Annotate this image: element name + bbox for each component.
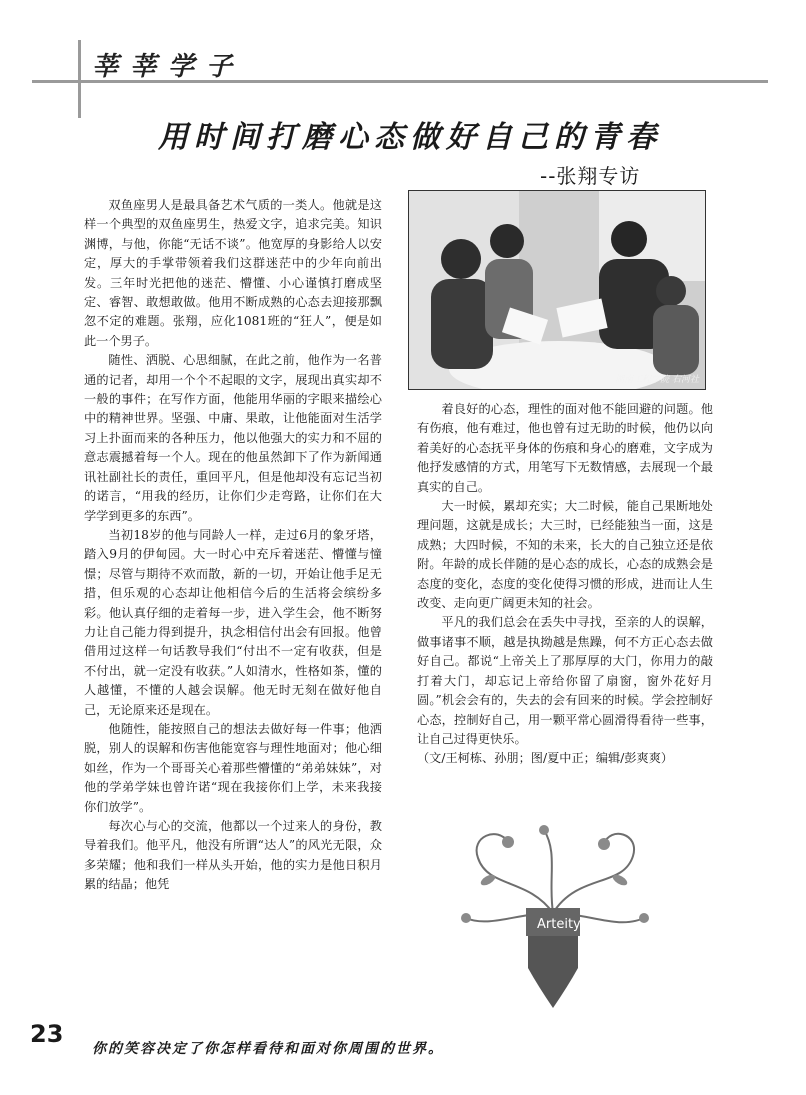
left-column: [84, 196, 382, 895]
paragraph: 他随性，能按照自己的想法去做好每一件事；他洒脱，别人的误解和伤害他能宽容与理性地面对；他心细如丝，作为一个哥哥关心着那些懵懂的“弟弟妹妹”，对他的学弟学妹也曾许诺“现在我接你们上学，未来我接你们放学”。: [84, 721, 382, 814]
right-column: [417, 400, 713, 769]
paragraph: 双鱼座男人是最具备艺术气质的一类人。他就是这样一个典型的双鱼座男生，热爱文字，追求完美。知识渊博，与他，你能“无话不谈”。他宽厚的身影给人以安定，厚大的手掌带领着我们这群迷茫中的少年向前出发。三年时光把他的迷茫、懵懂、小心谨慎打磨成坚定、睿智、敢想敢做。他用不断成熟的心态去迎接那飘忽不定的难题。张翔，应化1081班的“狂人”，便是如此一个男子。: [84, 198, 382, 348]
photo-caption: 湖南工程学院 右河社: [615, 375, 699, 385]
footer-motto: 你的笑容决定了你怎样看待和面对你周围的世界。: [92, 1041, 444, 1057]
section-title: 莘莘学子: [92, 52, 245, 82]
paragraph: 每次心与心的交流，他都以一个过来人的身份，教导着我们。他平凡，他没有所谓“达人”的风光无限，众多荣耀；他和我们一样从头开始，他的实力是他日积月累的结晶；他凭: [84, 819, 382, 892]
interview-photo-illustration: [409, 191, 705, 389]
interview-photo: [408, 190, 706, 390]
paragraph: 大一时候，累却充实；大二时候，能自己果断地处理问题，这就是成长；大三时，已经能独当一面，这是成熟；大四时候，不知的未来，长大的自己独立还是依附。年龄的成长伴随的是心态的成长，心态的成熟会是态度的变化，态度的变化使得习惯的形成，进而让人生改变、走向更广阔更未知的社会。: [417, 499, 713, 611]
ornament-label: Arteity: [537, 917, 581, 932]
article-title: 用时间打磨心态做好自己的青春: [158, 120, 662, 155]
article-subtitle: --张翔专访: [540, 164, 641, 188]
paragraph: 着良好的心态，理性的面对他不能回避的问题。他有伤痕，他有难过，他也曾有过无助的时候，他仍以向着美好的心态抚平身体的伤痕和身心的磨难，文字成为他抒发感情的方式，用笔写下无数情感，去展现一个最真实的自己。: [417, 402, 713, 494]
paragraph: 平凡的我们总会在丢失中寻找，至亲的人的误解，做事诸事不顺，越是执拗越是焦躁，何不方正心态去做好自己。都说“上帝关上了那厚厚的大门，你用力的敲打着大门，却忘记上帝给你留了扇窗，窗外花好月圆。”机会会有的，失去的会有回来的时候。学会控制好心态，控制好自己，用一颗平常心圆滑得看待一些事，让自己过得更快乐。: [417, 615, 713, 746]
paragraph: 随性、洒脱、心思细腻，在此之前，他作为一名普通的记者，却用一个个不起眼的文字，展现出真实却不一般的事件；在写作方面，他能用华丽的字眼来描绘心中的精神世界。坚强、中庸、果敢，让他能面对生活学习上扑面而来的各种压力，他以他强大的实力和不屈的意志震撼着每一个人。现在的他虽然卸下了作为新闻通讯社副社长的责任，重回平凡，但是他却没有忘记当初的诺言，“用我的经历，让你们少走弯路，让你们在大学学到更多的东西”。: [84, 353, 382, 523]
article-credit: （文/王柯栋、孙朋；图/夏中正；编辑/彭爽爽）: [417, 751, 674, 766]
header-rule-vertical: [78, 40, 81, 118]
paragraph: 当初18岁的他与同龄人一样，走过6月的象牙塔，踏入9月的伊甸园。大一时心中充斥着迷茫、懵懂与憧憬；尽管与期待不欢而散，新的一切，开始让他手足无措，但乐观的心态却让他相信今后的生活将会缤纷多彩。他认真仔细的走着每一步，进入学生会，他不断努力让自己能力得到提升，执念相信付出会有回报。他曾借用过这样一句话教导我们“付出不一定有收获，但是不付出，就一定没有收获。”人如清水，性格如茶，懂的人越懂，不懂的人越会误解。他无时无刻在做好他自己，无论原来还是现在。: [84, 527, 382, 717]
page-number: 23: [30, 1020, 64, 1048]
